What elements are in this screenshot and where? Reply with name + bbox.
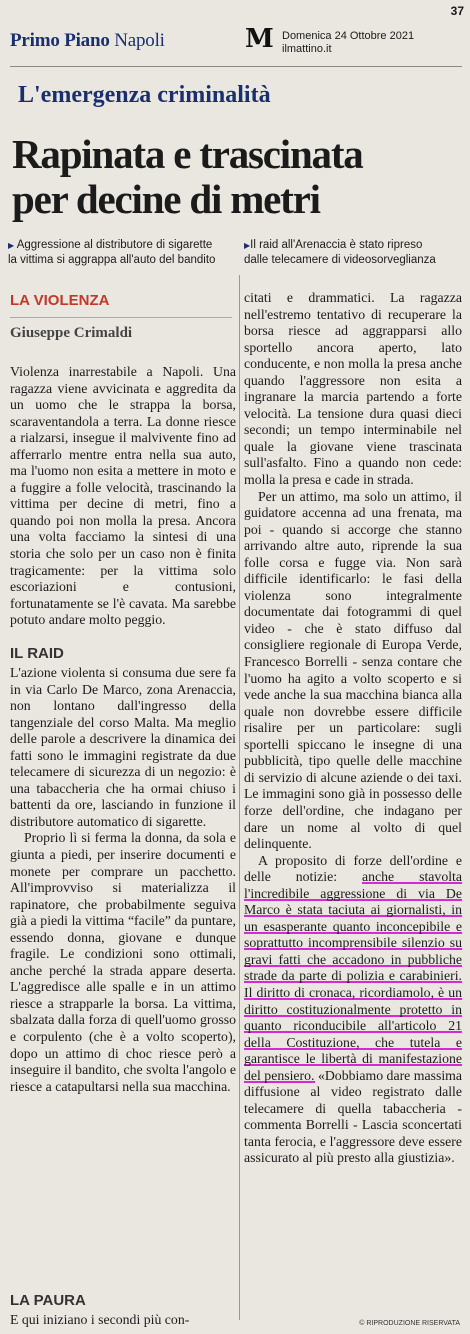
triangle-bullet-icon: ▶ [8, 241, 15, 250]
highlighted-text: anche stavolta l'incredibile aggressione di via De Marco è stata taciuta ai giornalisti, in un esasperante quanto inconcepibile e soprattutto incomprensibile silenzio su gravi fatti che accadono in pubbliche strade da parte di polizia e carabinieri. Il diritto di cronaca, ricordiamolo, è un diritto costituzionalmente protetto in quanto riconducibile all'articolo 21 della Costituzione, che tutela e garantisce le libertà di manifestazione del pensiero. [244, 869, 463, 1083]
byline: Giuseppe Crimaldi [10, 325, 133, 341]
section-label: LA VIOLENZA [10, 292, 110, 309]
subhead-raid: IL RAID [10, 645, 64, 662]
article-col1-p2: L'azione violenta si consuma due sere fa in via Carlo De Marco, zona Arenaccia, non lontano dall'ingresso della tangenziale del corso Malta. Ma meglio delle parole a descrivere la dinamica dei fatti sono le immagini registrate da due telecamere di sicurezza di un negozio: è una tabaccheria che ha ormai chiuso i battenti da ore, lasciando in funzione il distributore automatico di sigarette. Proprio lì si ferma la donna, da sola e giunta a piedi, per inserire documenti e monete per comprare un pacchetto. All'improvviso si materializza il rapinatore, che probabilmente seguiva già a piedi la vittima “facile” da puntare, essendo donna, giovane e dunque fragile. Le condizioni sono ottimali, anche perché la strada appare deserta. L'aggredisce alle spalle e in un attimo riesce a strapparle la borsa. La vittima, sbalzata dalla forza di quell'uomo grosso e corpulento (che è a volto scoperto), dopo un attimo di choc riesce però a inseguire il bandito, che svolta l'angolo e riesce a catapultarsi nella sua macchina. [10, 665, 236, 1094]
highlighted-paragraph: A proposito di forze dell'ordine e delle notizie: anche stavolta l'incredibile aggressione di via De Marco è stata taciuta ai giornalisti, in un esasperante quanto inconcepibile e soprattutto incomprensibile silenzio su gravi fatti che accadono in pubbliche strade da parte di polizia e carabinieri. Il diritto di cronaca, ricordiamolo, è un diritto costituzionalmente protetto in quanto riconducibile all'articolo 21 della Costituzione, che tutela e garantisce le libertà di manifestazione del pensiero. «Dobbiamo dare massima diffusione al video registrato dalle telecamere di quella tabaccheria - commenta Borrelli - Lascia sconcertati tanta ferocia, e l'aggressore deve essere assicurato al più presto alla giustizia». [244, 852, 463, 1166]
copyright-notice: © RIPRODUZIONE RISERVATA [359, 1320, 460, 1327]
column-divider [239, 275, 240, 1320]
summary-left: ▶ Aggressione al distributore di sigarette la vittima si aggrappa all'auto del bandito [8, 239, 216, 266]
summary-right: ▶Il raid all'Arenaccia è stato ripreso dalle telecamere di videosorveglianza [244, 239, 436, 266]
triangle-bullet-icon: ▶ [244, 241, 251, 250]
kicker: L'emergenza criminalità [18, 82, 271, 108]
dateline [282, 30, 414, 55]
headline [12, 132, 462, 222]
headline-line-2: per decine di metri [12, 176, 320, 222]
section-header [10, 30, 165, 52]
article-col1-p1: Violenza inarrestabile a Napoli. Una ragazza viene avvicinata e aggredita da un uomo che le strappa la borsa, scaraventandola a terra. La donne riesce a rialzarsi, insegue il malvivente fino ad afferrarlo mentre entra nella sua auto, ma l'uomo non esita a mettere in moto e a fuggire a folle velocità, trascinando la vittima per decine di metri, fino a quando poi non molla la presa. Ancora una volta facciamo la sintesi di una storia che solo per un caso non è finita tragicamente: per la vittima solo escoriazioni e contusioni, fortunatamente se l'è cavata. Ma sarebbe potuto andare molto peggio. [10, 364, 236, 628]
article-col2: citati e drammatici. La ragazza nell'estremo tentativo di recuperare la borsa riesce ad aggrapparsi allo sportello ancora aperto, lato conducente, e non molla la presa anche quando l'aggressore non esita a ingranare la marcia partendo a forte velocità. La tensione dura quasi dieci secondi; un tempo interminabile nel quale la giovane viene trascinata sull'asfalto. Fino a quando non cede: molla la presa e cade in strada. Per un attimo, ma solo un attimo, il guidatore accenna ad una frenata, ma poi - quando si accorge che stanno arrivando altre auto, riprende la sua folle corsa e fugge via. Non sarà difficile identificarlo: le fasi della violenza sono integralmente documentate dai fotogrammi di quel video - che è stato diffuso dal consigliere regionale di Europa Verde, Francesco Borrelli - senza contare che l'uomo ha agito a volto scoperto e si vede anche la sua macchina bianca alla quale non dovrebbe essere difficile risalire per un particolare: sugli sportelli spiccano le insegne di una pubblicità, tipo quelle delle macchine di servizio di alcune aziende o dei taxi. Le immagini sono già in possesso delle forze dell'ordine, che indagano per dare un nome al volto di quel delinquente. A proposito di forze dell'ordine e delle notizie: anche stavolta l'incredibile aggressione di via De Marco è stata taciuta ai giornalisti, in un esasperante quanto inconcepibile e soprattutto incomprensibile silenzio su gravi fatti che accadono in pubbliche strade da parte di polizia e carabinieri. Il diritto di cronaca, ricordiamolo, è un diritto costituzionalmente protetto in quanto riconducibile all'articolo 21 della Costituzione, che tutela e garantisce le libertà di manifestazione del pensiero. «Dobbiamo dare massima diffusione al video registrato dalle telecamere di quella tabaccheria - commenta Borrelli - Lascia sconcertati tanta ferocia, e l'aggressore deve essere assicurato al più presto alla giustizia». [244, 290, 463, 1166]
subhead-paura: LA PAURA [10, 1292, 86, 1309]
article-col1-p4: E qui iniziano i secondi più con- [10, 1312, 190, 1327]
headline-line-1: Rapinata e trascinata [12, 131, 363, 177]
section-city: Napoli [114, 30, 165, 51]
section-title: Primo Piano [10, 30, 110, 51]
label-divider [10, 317, 232, 318]
header-divider [10, 66, 462, 67]
newspaper-logo: M [245, 24, 274, 54]
page-number: 37 [450, 4, 464, 18]
issue-date: Domenica 24 Ottobre 2021 [282, 30, 415, 42]
site-url: ilmattino.it [282, 42, 332, 55]
